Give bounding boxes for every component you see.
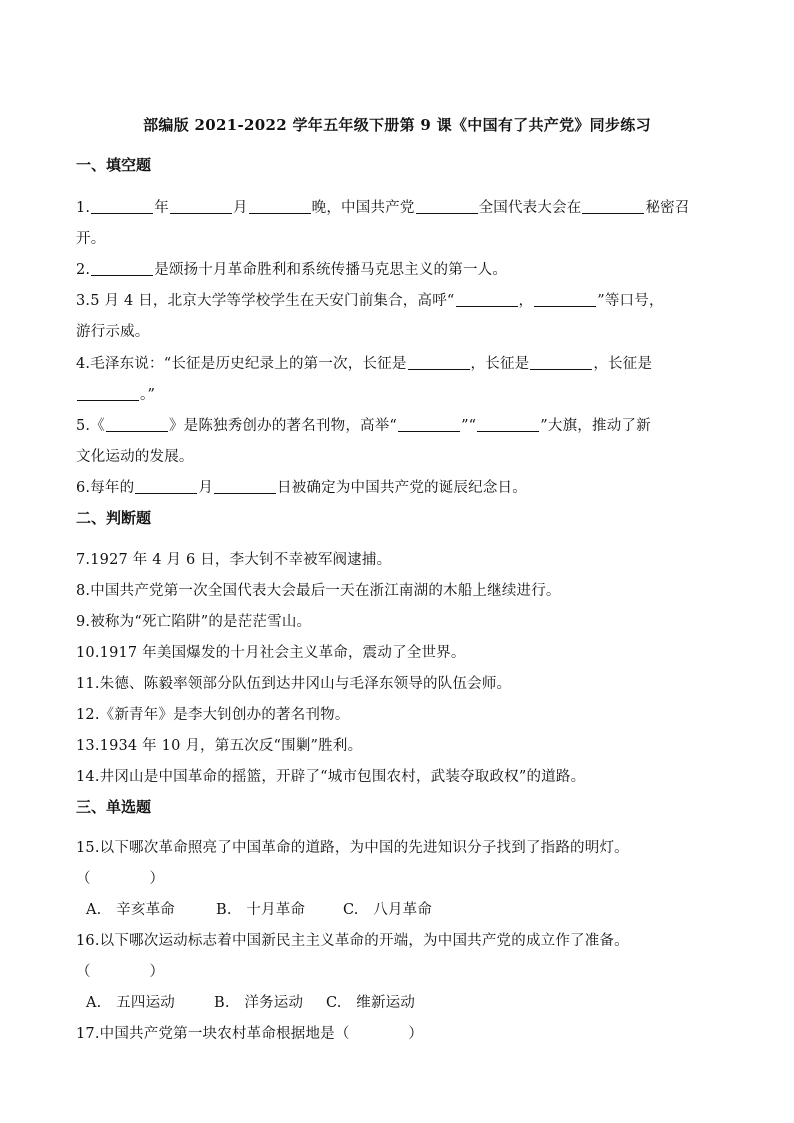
question-6: 6.每年的 月 日被确定为中国共产党的诞辰纪念日。 [76, 480, 527, 496]
answer-blank[interactable] [77, 386, 139, 401]
answer-blank[interactable] [477, 417, 539, 432]
question-4-continued: 。” [76, 383, 736, 404]
question-11: 11.朱德、陈毅率领部分队伍到达井冈山与毛泽东领导的队伍会师。 [76, 676, 512, 692]
question-3: 3.5 月 4 日，北京大学等学校学生在天安门前集合，高呼“ ， ”等口号， [76, 293, 664, 309]
answer-blank[interactable] [91, 261, 153, 276]
question-4: 4.毛泽东说：“长征是历史纪录上的第一次，长征是 ，长征是 ，长征是 [76, 356, 653, 372]
answer-blank[interactable] [582, 199, 644, 214]
question-8: 8.中国共产党第一次全国代表大会最后一天在浙江南湖的木船上继续进行。 [76, 583, 561, 599]
question-13: 13.1934 年 10 月，第五次反“围剿”胜利。 [76, 738, 363, 754]
answer-blank[interactable] [456, 292, 518, 307]
answer-blank[interactable] [408, 355, 470, 370]
answer-blank[interactable] [91, 199, 153, 214]
option-a[interactable]: A. 辛亥革命 [86, 902, 175, 918]
answer-blank[interactable] [106, 417, 168, 432]
question-15-options [86, 898, 746, 919]
question-16: 16.以下哪次运动标志着中国新民主主义革命的开端，为中国共产党的成立作了准备。 [76, 933, 629, 949]
question-1-continued: 开。 [76, 231, 106, 247]
question-17: 17.中国共产党第一块农村革命根据地是（ ） [76, 1026, 424, 1042]
question-3-continued: 游行示威。 [76, 324, 150, 340]
section-choice-heading: 三、单选题 [76, 798, 152, 816]
answer-blank[interactable] [398, 417, 460, 432]
page-title: 部编版 2021-2022 学年五年级下册第 9 课《中国有了共产党》同步练习 [143, 116, 651, 134]
answer-blank[interactable] [534, 292, 596, 307]
answer-parentheses[interactable]: （ ） [76, 964, 165, 980]
answer-blank[interactable] [135, 479, 197, 494]
answer-blank[interactable] [214, 479, 276, 494]
option-c[interactable]: C. 维新运动 [326, 995, 416, 1011]
question-9: 9.被称为“死亡陷阱”的是茫茫雪山。 [76, 614, 312, 630]
option-b[interactable]: B. 十月革命 [216, 902, 306, 918]
option-b[interactable]: B. 洋务运动 [214, 995, 304, 1011]
question-12: 12.《新青年》是李大钊创办的著名刊物。 [76, 707, 350, 723]
section-judge-heading: 二、判断题 [76, 509, 152, 527]
question-5-continued: 文化运动的发展。 [76, 449, 194, 465]
question-14: 14.井冈山是中国革命的摇篮，开辟了“城市包围农村，武装夺取政权”的道路。 [76, 769, 586, 785]
answer-blank[interactable] [530, 355, 592, 370]
answer-blank[interactable] [249, 199, 311, 214]
answer-blank[interactable] [170, 199, 232, 214]
question-7: 7.1927 年 4 月 6 日，李大钊不幸被军阀逮捕。 [76, 552, 392, 568]
question-16-options [86, 991, 746, 1012]
option-a[interactable]: A. 五四运动 [86, 995, 175, 1011]
question-1: 1. 年 月 晚，中国共产党 全国代表大会在 秘密召 [76, 200, 690, 216]
answer-parentheses[interactable]: （ ） [76, 871, 165, 887]
section-fill-heading: 一、填空题 [76, 156, 152, 174]
question-5: 5.《 》是陈独秀创办的著名刊物，高举“ ”“ ”大旗，推动了新 [76, 418, 651, 434]
answer-blank[interactable] [416, 199, 478, 214]
question-2: 2. 是颂扬十月革命胜利和系统传播马克思主义的第一人。 [76, 262, 508, 278]
option-c[interactable]: C. 八月革命 [343, 902, 433, 918]
question-10: 10.1917 年美国爆发的十月社会主义革命，震动了全世界。 [76, 645, 466, 661]
question-15: 15.以下哪次革命照亮了中国革命的道路，为中国的先进知识分子找到了指路的明灯。 [76, 840, 629, 856]
